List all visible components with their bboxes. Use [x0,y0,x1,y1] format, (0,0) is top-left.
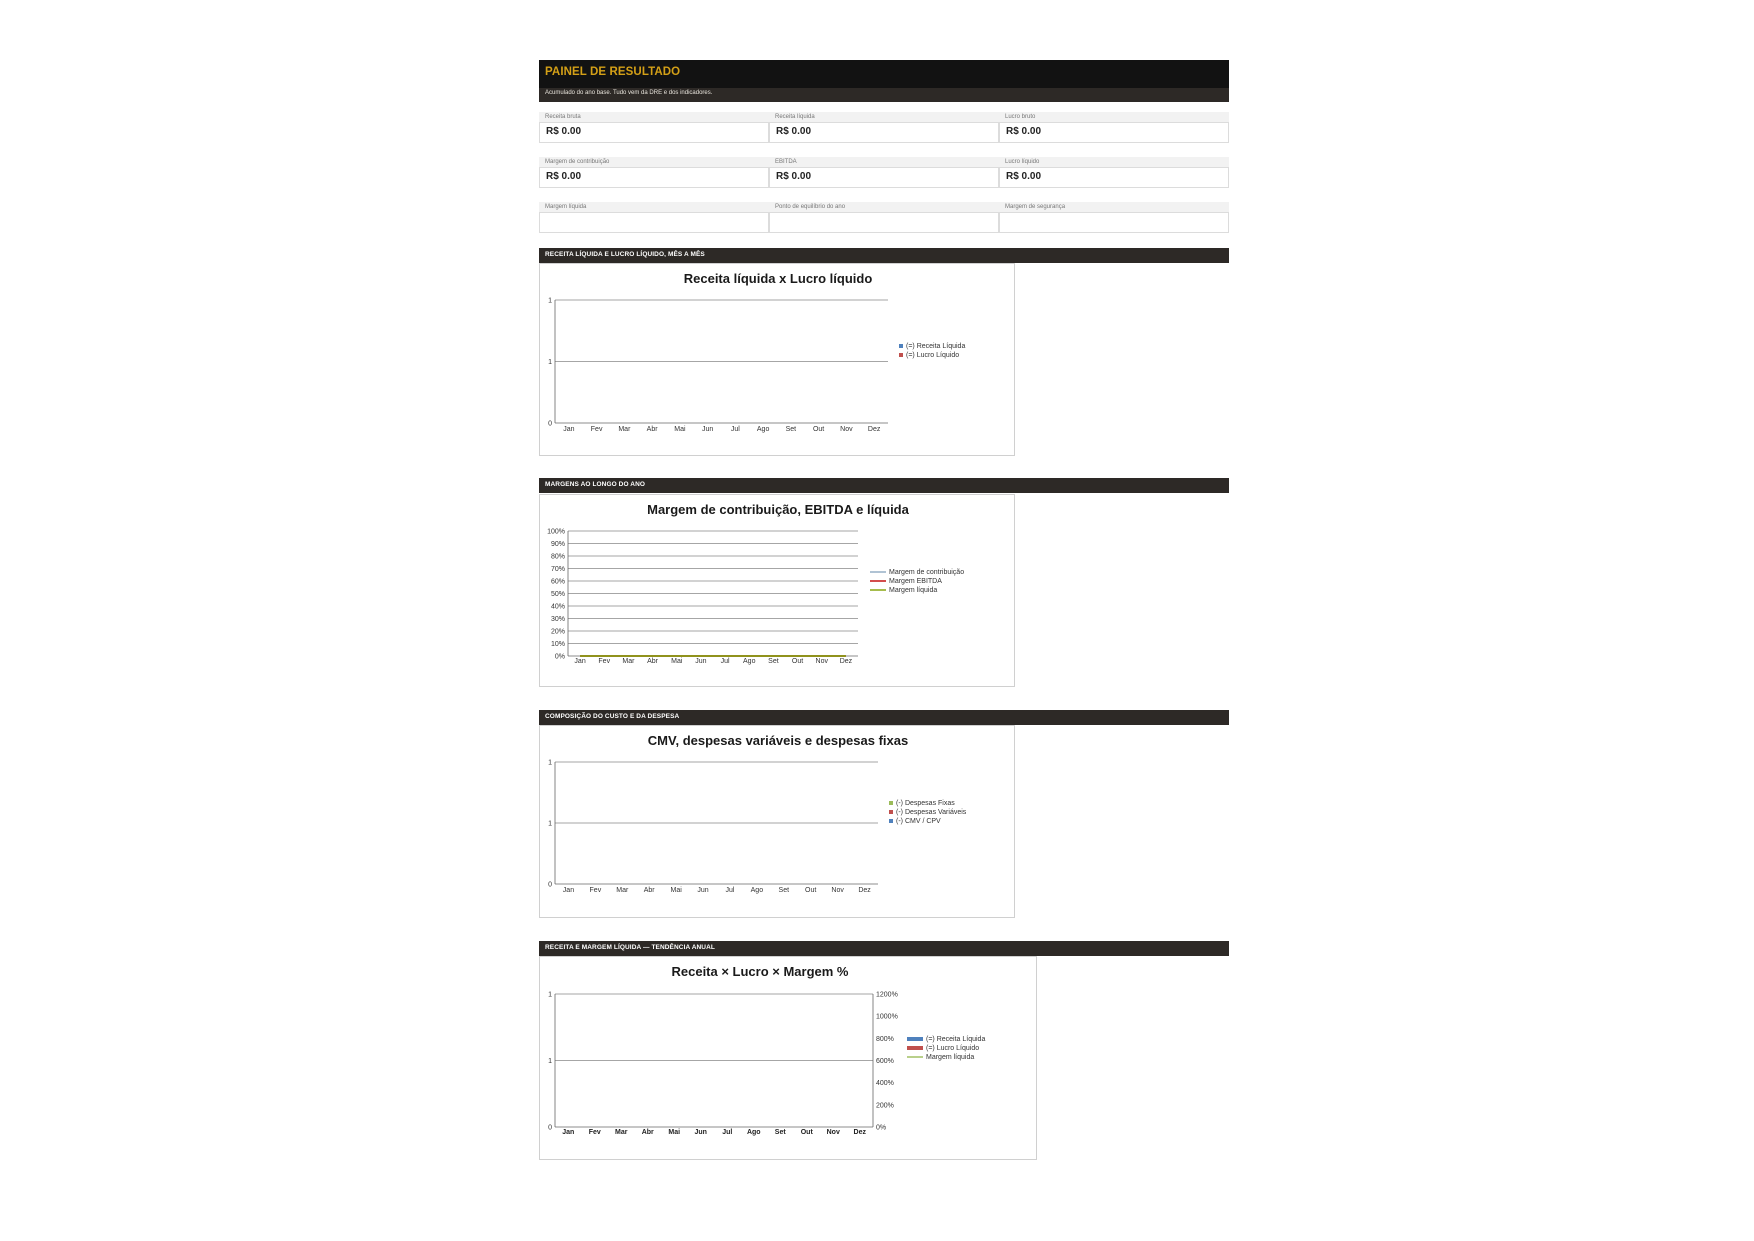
y2-tick-label: 800% [876,1035,894,1043]
x-tick-label: Mai [668,1129,681,1136]
legend-label: (-) CMV / CPV [896,818,941,825]
legend-label: (=) Receita Líquida [926,1036,986,1043]
chart-receita-lucro[interactable] [539,263,1015,456]
section-title: RECEITA LÍQUIDA E LUCRO LÍQUIDO, MÊS A MÊS [545,251,705,258]
x-tick-label: Mai [671,658,683,665]
y-tick-label: 70% [550,566,565,573]
x-tick-label: Abr [641,1129,654,1136]
x-tick-label: Abr [646,426,658,433]
legend-swatch [899,353,903,357]
x-tick-label: Jun [701,426,714,433]
y2-tick-label: 1000% [876,1013,898,1021]
x-tick-label: Mar [615,1129,628,1136]
y-tick-label: 0 [548,881,552,889]
x-tick-label: Mai [670,887,682,894]
y-tick-label: 100% [547,528,565,536]
y-tick-label: 80% [550,553,565,561]
kpi-value-ebitda[interactable]: R$ 0.00 [769,168,999,188]
x-tick-label: Jan [562,1129,575,1136]
y-tick-label: 0 [548,420,552,428]
x-tick-label: Fev [598,658,611,665]
kpi-label-receita-bruta: Receita bruta [539,112,769,123]
kpi-label-lucro-bruto: Lucro bruto [999,112,1229,123]
x-tick-label: Set [774,1129,786,1136]
kpi-value-receita-liquida[interactable]: R$ 0.00 [769,123,999,143]
legend-label: Margem de contribuição [889,569,965,576]
kpi-value-ponto-equilibrio[interactable] [769,213,999,233]
x-tick-label: Jul [722,1129,733,1136]
x-tick-label: Fev [588,1129,601,1136]
kpi-value-lucro-bruto[interactable]: R$ 0.00 [999,123,1229,143]
x-tick-label: Nov [826,1129,840,1136]
y-tick-label: 1 [548,759,552,767]
x-tick-label: Ago [746,1129,761,1136]
y2-tick-label: 1200% [876,991,898,999]
legend-label: Margem líquida [926,1054,975,1061]
x-tick-label: Dez [867,426,881,433]
x-tick-label: Jul [725,887,735,894]
legend-label: (=) Lucro Líquido [906,352,960,359]
x-tick-label: Dez [853,1129,866,1136]
x-tick-label: Jan [563,426,575,433]
y-tick-label: 10% [550,641,565,648]
x-tick-label: Set [778,887,790,894]
kpi-label-margem-contribuicao: Margem de contribuição [539,157,769,168]
x-tick-label: Jun [695,658,707,665]
legend-swatch [889,801,893,805]
x-tick-label: Fev [589,887,602,894]
x-tick-label: Nov [831,887,844,894]
x-tick-label: Jun [694,1129,707,1136]
y-tick-label: 90% [550,541,565,548]
y-tick-label: 1 [548,297,552,305]
section-header-tendencia [539,941,1229,956]
kpi-label-receita-liquida: Receita líquida [769,112,999,123]
legend-label: (-) Despesas Fixas [896,800,955,807]
y-tick-label: 0 [548,1124,552,1132]
y2-tick-label: 200% [876,1102,894,1110]
x-tick-label: Out [800,1129,813,1136]
y-tick-label: 40% [550,603,565,611]
y-tick-label: 1 [548,991,552,999]
kpi-value-receita-bruta[interactable]: R$ 0.00 [539,123,769,143]
legend-swatch [889,819,893,823]
y-tick-label: 50% [550,591,565,598]
chart-title: CMV, despesas variáveis e despesas fixas [647,733,909,748]
header-banner [539,60,1229,88]
x-tick-label: Ago [756,426,770,433]
x-tick-label: Out [805,887,817,894]
x-tick-label: Nov [840,426,853,433]
legend-label: (=) Lucro Líquido [926,1045,980,1052]
page-title: PAINEL DE RESULTADO [545,66,681,78]
kpi-value-margem-seguranca[interactable] [999,213,1229,233]
x-tick-label: Mar [618,426,631,433]
section-title: RECEITA E MARGEM LÍQUIDA — TENDÊNCIA ANUAL [545,944,715,951]
section-title: MARGENS AO LONGO DO ANO [545,481,646,488]
legend-label: (=) Receita Líquida [906,343,966,350]
y2-tick-label: 400% [876,1080,894,1088]
section-title: COMPOSIÇÃO DO CUSTO E DA DESPESA [545,713,680,720]
legend-label: Margem líquida [889,587,938,594]
kpi-value-margem-liquida[interactable] [539,213,769,233]
chart-receita-lucro-svg [540,264,1016,457]
section-header-composicao [539,710,1229,725]
kpi-label-margem-seguranca: Margem de segurança [999,202,1229,213]
x-tick-label: Jan [562,887,575,894]
legend-swatch [889,810,893,814]
y-tick-label: 1 [548,359,552,366]
y-tick-label: 1 [548,1058,552,1065]
x-tick-label: Set [768,658,779,665]
kpi-value-lucro-liquido[interactable]: R$ 0.00 [999,168,1229,188]
y-tick-label: 20% [550,628,565,636]
page-subtitle: Acumulado do ano base. Tudo vem da DRE e dos indicadores. [545,90,713,96]
x-tick-label: Mar [616,887,629,894]
chart-title: Receita × Lucro × Margem % [671,964,849,979]
x-tick-label: Dez [858,887,871,894]
x-tick-label: Abr [643,887,655,894]
x-tick-label: Abr [647,658,659,665]
chart-composicao-svg [540,726,1016,919]
x-tick-label: Jul [730,426,740,433]
y2-tick-label: 600% [876,1058,894,1065]
x-tick-label: Mai [674,426,686,433]
y-tick-label: 30% [550,616,565,623]
chart-title: Margem de contribuição, EBITDA e líquida [647,502,909,517]
chart-tendencia-svg [540,957,1038,1161]
x-tick-label: Set [785,426,797,433]
x-tick-label: Out [791,658,804,665]
section-header-margens [539,478,1229,493]
y-tick-label: 60% [550,578,565,586]
legend-label: (-) Despesas Variáveis [896,809,967,816]
chart-title: Receita líquida x Lucro líquido [683,271,873,286]
y-tick-label: 0% [554,653,565,661]
chart-margens-svg [540,495,1016,688]
legend-swatch [899,344,903,348]
x-tick-label: Mar [622,658,635,665]
chart-margens[interactable] [539,494,1015,687]
kpi-label-ebitda: EBITDA [769,157,999,168]
y2-tick-label: 0% [876,1124,887,1132]
x-tick-label: Jun [697,887,709,894]
legend-label: Margem EBITDA [889,578,942,585]
kpi-label-ponto-equilibrio: Ponto de equilíbrio do ano [769,202,999,213]
x-tick-label: Ago [750,887,764,894]
kpi-label-margem-liquida: Margem líquida [539,202,769,213]
kpi-value-margem-contribuicao[interactable]: R$ 0.00 [539,168,769,188]
legend-swatch [907,1037,923,1041]
x-tick-label: Jul [720,658,730,665]
kpi-label-lucro-liquido: Lucro líquido [999,157,1229,168]
x-tick-label: Jan [574,658,586,665]
x-tick-label: Ago [743,658,756,665]
x-tick-label: Nov [815,658,828,665]
chart-tendencia[interactable] [539,956,1037,1160]
section-header-receita-lucro [539,248,1229,263]
y-tick-label: 1 [548,820,552,828]
x-tick-label: Out [812,426,825,433]
x-tick-label: Fev [590,426,603,433]
header-subtitle-bar [539,88,1229,102]
chart-composicao[interactable] [539,725,1015,918]
x-tick-label: Dez [839,658,853,665]
legend-swatch [907,1046,923,1050]
